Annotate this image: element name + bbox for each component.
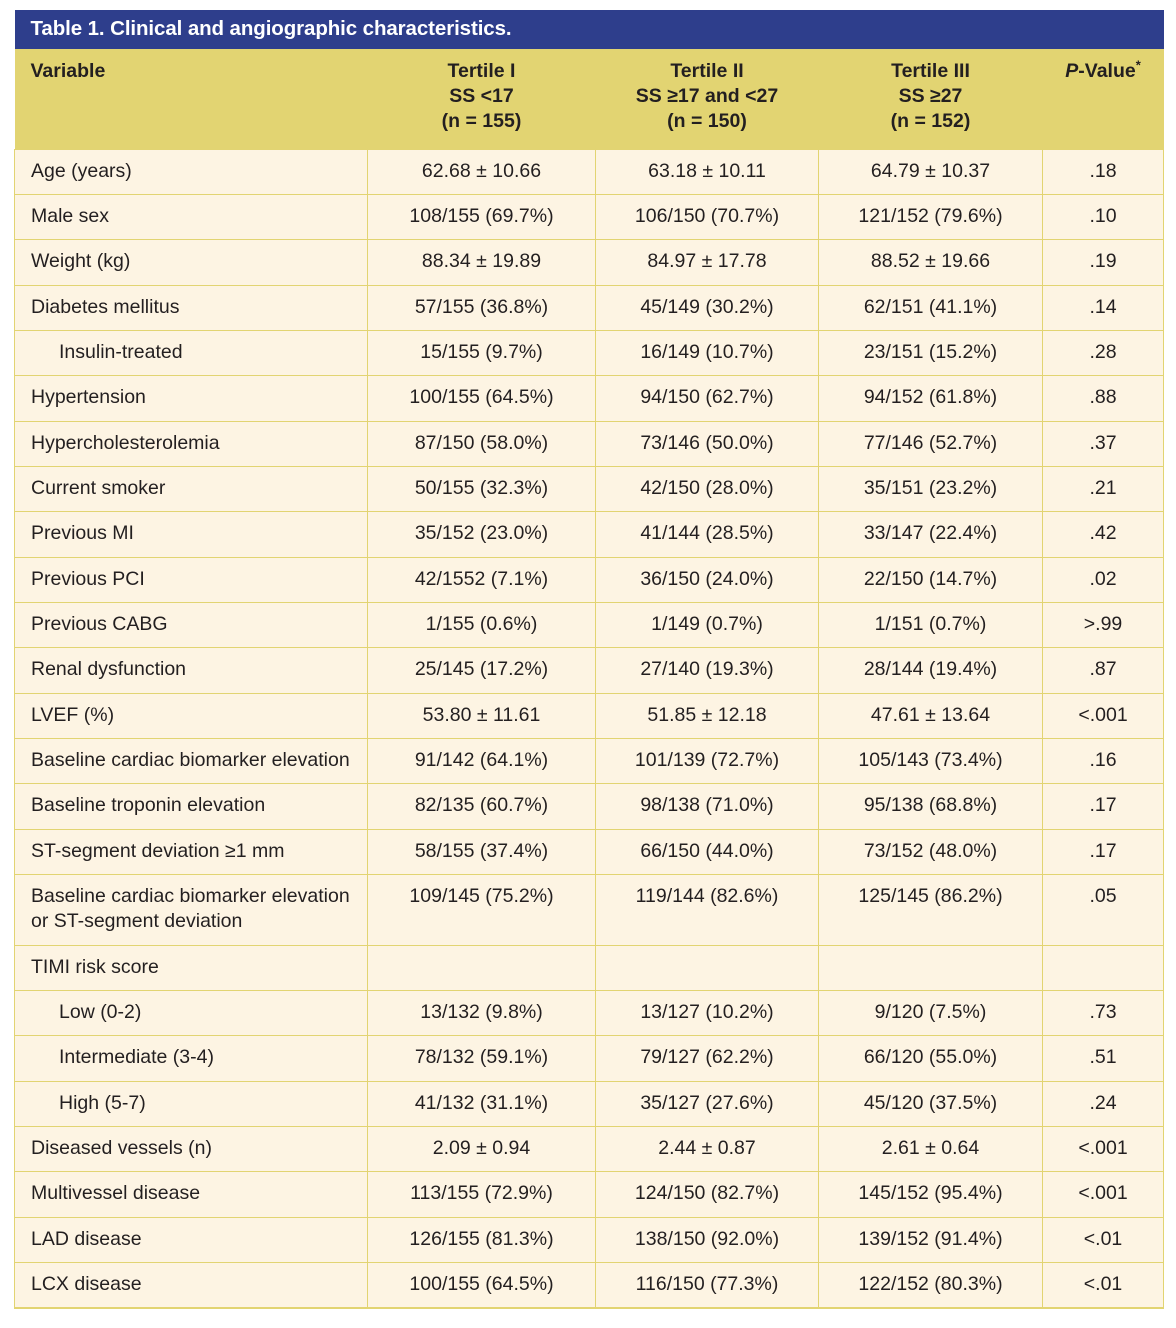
cell-p-value: .28 xyxy=(1043,330,1164,375)
cell-tertile-1: 108/155 (69.7%) xyxy=(368,194,596,239)
cell-tertile-3: 94/152 (61.8%) xyxy=(819,376,1043,421)
cell-tertile-3: 22/150 (14.7%) xyxy=(819,557,1043,602)
table-row xyxy=(15,784,1164,829)
cell-tertile-1: 53.80 ± 11.61 xyxy=(368,693,596,738)
cell-variable: Renal dysfunction xyxy=(15,648,368,693)
cell-tertile-1: 100/155 (64.5%) xyxy=(368,1263,596,1309)
cell-tertile-2: 13/127 (10.2%) xyxy=(596,991,819,1036)
cell-tertile-2 xyxy=(596,945,819,990)
cell-tertile-3: 47.61 ± 13.64 xyxy=(819,693,1043,738)
table-row xyxy=(15,739,1164,784)
cell-tertile-2: 106/150 (70.7%) xyxy=(596,194,819,239)
cell-p-value: .17 xyxy=(1043,784,1164,829)
cell-variable: Low (0-2) xyxy=(15,991,368,1036)
cell-tertile-3: 105/143 (73.4%) xyxy=(819,739,1043,784)
cell-p-value: .42 xyxy=(1043,512,1164,557)
table-row xyxy=(15,466,1164,511)
cell-variable: LCX disease xyxy=(15,1263,368,1309)
cell-tertile-1: 58/155 (37.4%) xyxy=(368,829,596,874)
cell-tertile-1: 57/155 (36.8%) xyxy=(368,285,596,330)
cell-tertile-1: 1/155 (0.6%) xyxy=(368,602,596,647)
cell-tertile-1: 126/155 (81.3%) xyxy=(368,1217,596,1262)
tertile-3-criteria: SS ≥27 xyxy=(898,84,963,107)
cell-variable: TIMI risk score xyxy=(15,945,368,990)
table-row xyxy=(15,648,1164,693)
cell-tertile-3: 121/152 (79.6%) xyxy=(819,194,1043,239)
cell-tertile-1: 42/1552 (7.1%) xyxy=(368,557,596,602)
cell-tertile-3 xyxy=(819,945,1043,990)
cell-tertile-1: 100/155 (64.5%) xyxy=(368,376,596,421)
table-row xyxy=(15,1127,1164,1172)
cell-tertile-1: 15/155 (9.7%) xyxy=(368,330,596,375)
cell-tertile-2: 116/150 (77.3%) xyxy=(596,1263,819,1309)
cell-tertile-3: 45/120 (37.5%) xyxy=(819,1081,1043,1126)
cell-variable: Insulin-treated xyxy=(15,330,368,375)
p-value-label xyxy=(1065,57,1141,82)
cell-variable: Diseased vessels (n) xyxy=(15,1127,368,1172)
cell-p-value: .51 xyxy=(1043,1036,1164,1081)
table-row xyxy=(15,149,1164,194)
table-row xyxy=(15,875,1164,946)
cell-tertile-2: 138/150 (92.0%) xyxy=(596,1217,819,1262)
cell-tertile-1: 78/132 (59.1%) xyxy=(368,1036,596,1081)
cell-tertile-1: 113/155 (72.9%) xyxy=(368,1172,596,1217)
cell-tertile-2: 36/150 (24.0%) xyxy=(596,557,819,602)
cell-tertile-3: 95/138 (68.8%) xyxy=(819,784,1043,829)
table-header-row xyxy=(15,49,1164,150)
cell-tertile-2: 42/150 (28.0%) xyxy=(596,466,819,511)
cell-p-value: <.01 xyxy=(1043,1217,1164,1262)
cell-tertile-3: 9/120 (7.5%) xyxy=(819,991,1043,1036)
p-value-italic-p: P xyxy=(1065,59,1079,82)
cell-tertile-3: 122/152 (80.3%) xyxy=(819,1263,1043,1309)
cell-tertile-3: 125/145 (86.2%) xyxy=(819,875,1043,946)
cell-tertile-1: 13/132 (9.8%) xyxy=(368,991,596,1036)
cell-variable: Hypercholesterolemia xyxy=(15,421,368,466)
tertile-2-criteria: SS ≥17 and <27 xyxy=(635,84,779,107)
column-header-variable: Variable xyxy=(15,49,368,150)
cell-tertile-1 xyxy=(368,945,596,990)
cell-p-value: <.001 xyxy=(1043,693,1164,738)
cell-tertile-3: 139/152 (91.4%) xyxy=(819,1217,1043,1262)
tertile-3-count: (n = 152) xyxy=(890,110,971,133)
cell-variable: Previous MI xyxy=(15,512,368,557)
table-row xyxy=(15,240,1164,285)
cell-variable: Multivessel disease xyxy=(15,1172,368,1217)
cell-tertile-3: 73/152 (48.0%) xyxy=(819,829,1043,874)
cell-tertile-3: 33/147 (22.4%) xyxy=(819,512,1043,557)
cell-tertile-2: 45/149 (30.2%) xyxy=(596,285,819,330)
cell-tertile-3: 28/144 (19.4%) xyxy=(819,648,1043,693)
cell-p-value: >.99 xyxy=(1043,602,1164,647)
tertile-2-title: Tertile II xyxy=(670,59,744,82)
cell-p-value: .21 xyxy=(1043,466,1164,511)
table-row xyxy=(15,1263,1164,1309)
column-header-tertile-2 xyxy=(596,49,819,150)
table-row xyxy=(15,330,1164,375)
cell-tertile-2: 124/150 (82.7%) xyxy=(596,1172,819,1217)
cell-tertile-2: 1/149 (0.7%) xyxy=(596,602,819,647)
cell-variable: Current smoker xyxy=(15,466,368,511)
table-row xyxy=(15,1036,1164,1081)
cell-variable: Previous PCI xyxy=(15,557,368,602)
cell-tertile-2: 94/150 (62.7%) xyxy=(596,376,819,421)
cell-tertile-1: 41/132 (31.1%) xyxy=(368,1081,596,1126)
cell-variable: Baseline troponin elevation xyxy=(15,784,368,829)
cell-tertile-1: 87/150 (58.0%) xyxy=(368,421,596,466)
cell-variable: Age (years) xyxy=(15,149,368,194)
cell-p-value xyxy=(1043,945,1164,990)
cell-tertile-1: 25/145 (17.2%) xyxy=(368,648,596,693)
table-row xyxy=(15,512,1164,557)
cell-p-value: <.001 xyxy=(1043,1127,1164,1172)
cell-variable: LVEF (%) xyxy=(15,693,368,738)
cell-p-value: .17 xyxy=(1043,829,1164,874)
cell-tertile-2: 101/139 (72.7%) xyxy=(596,739,819,784)
cell-tertile-3: 23/151 (15.2%) xyxy=(819,330,1043,375)
p-value-footnote-marker: * xyxy=(1135,57,1141,73)
cell-tertile-3: 66/120 (55.0%) xyxy=(819,1036,1043,1081)
cell-tertile-2: 119/144 (82.6%) xyxy=(596,875,819,946)
cell-variable: Intermediate (3-4) xyxy=(15,1036,368,1081)
column-header-tertile-3 xyxy=(819,49,1043,150)
cell-variable: ST-segment deviation ≥1 mm xyxy=(15,829,368,874)
p-value-rest: -Value xyxy=(1078,59,1136,82)
cell-variable: High (5-7) xyxy=(15,1081,368,1126)
cell-variable: Previous CABG xyxy=(15,602,368,647)
cell-tertile-2: 2.44 ± 0.87 xyxy=(596,1127,819,1172)
cell-variable: Hypertension xyxy=(15,376,368,421)
table-row xyxy=(15,194,1164,239)
cell-variable: LAD disease xyxy=(15,1217,368,1262)
tertile-3-title: Tertile III xyxy=(891,59,970,82)
cell-variable: Baseline cardiac biomarker elevation xyxy=(15,739,368,784)
cell-tertile-3: 145/152 (95.4%) xyxy=(819,1172,1043,1217)
cell-p-value: .10 xyxy=(1043,194,1164,239)
cell-tertile-1: 88.34 ± 19.89 xyxy=(368,240,596,285)
cell-tertile-1: 91/142 (64.1%) xyxy=(368,739,596,784)
table-title: Table 1. Clinical and angiographic characteristics. xyxy=(15,10,1164,49)
cell-tertile-3: 1/151 (0.7%) xyxy=(819,602,1043,647)
column-header-tertile-1 xyxy=(368,49,596,150)
cell-tertile-3: 77/146 (52.7%) xyxy=(819,421,1043,466)
cell-p-value: .14 xyxy=(1043,285,1164,330)
cell-p-value: .18 xyxy=(1043,149,1164,194)
cell-p-value: .24 xyxy=(1043,1081,1164,1126)
cell-p-value: .37 xyxy=(1043,421,1164,466)
cell-tertile-1: 35/152 (23.0%) xyxy=(368,512,596,557)
cell-p-value: .19 xyxy=(1043,240,1164,285)
cell-p-value: .73 xyxy=(1043,991,1164,1036)
table-row xyxy=(15,602,1164,647)
cell-tertile-2: 79/127 (62.2%) xyxy=(596,1036,819,1081)
cell-tertile-2: 98/138 (71.0%) xyxy=(596,784,819,829)
table-row xyxy=(15,285,1164,330)
cell-p-value: <.001 xyxy=(1043,1172,1164,1217)
cell-tertile-2: 66/150 (44.0%) xyxy=(596,829,819,874)
cell-tertile-3: 62/151 (41.1%) xyxy=(819,285,1043,330)
table-title-row xyxy=(15,10,1164,49)
table-row xyxy=(15,376,1164,421)
cell-tertile-3: 64.79 ± 10.37 xyxy=(819,149,1043,194)
cell-p-value: .05 xyxy=(1043,875,1164,946)
table-row xyxy=(15,1217,1164,1262)
cell-tertile-1: 50/155 (32.3%) xyxy=(368,466,596,511)
table-row xyxy=(15,693,1164,738)
cell-tertile-1: 2.09 ± 0.94 xyxy=(368,1127,596,1172)
tertile-1-title: Tertile I xyxy=(447,59,516,82)
cell-tertile-3: 35/151 (23.2%) xyxy=(819,466,1043,511)
table-head xyxy=(15,10,1164,149)
cell-tertile-2: 73/146 (50.0%) xyxy=(596,421,819,466)
cell-tertile-3: 88.52 ± 19.66 xyxy=(819,240,1043,285)
table-row xyxy=(15,945,1164,990)
table-row xyxy=(15,829,1164,874)
cell-tertile-2: 35/127 (27.6%) xyxy=(596,1081,819,1126)
cell-p-value: .87 xyxy=(1043,648,1164,693)
clinical-characteristics-table xyxy=(14,10,1164,1309)
cell-tertile-1: 82/135 (60.7%) xyxy=(368,784,596,829)
column-header-p-value xyxy=(1043,49,1164,150)
cell-variable: Diabetes mellitus xyxy=(15,285,368,330)
cell-p-value: <.01 xyxy=(1043,1263,1164,1309)
table-row xyxy=(15,421,1164,466)
cell-tertile-2: 16/149 (10.7%) xyxy=(596,330,819,375)
cell-tertile-3: 2.61 ± 0.64 xyxy=(819,1127,1043,1172)
table-row xyxy=(15,1172,1164,1217)
tertile-1-count: (n = 155) xyxy=(441,110,522,133)
cell-variable: Weight (kg) xyxy=(15,240,368,285)
cell-tertile-2: 51.85 ± 12.18 xyxy=(596,693,819,738)
cell-p-value: .16 xyxy=(1043,739,1164,784)
cell-p-value: .02 xyxy=(1043,557,1164,602)
cell-tertile-1: 109/145 (75.2%) xyxy=(368,875,596,946)
cell-tertile-2: 27/140 (19.3%) xyxy=(596,648,819,693)
table-body xyxy=(15,149,1164,1308)
table-row xyxy=(15,557,1164,602)
tertile-1-criteria: SS <17 xyxy=(449,84,514,107)
tertile-2-count: (n = 150) xyxy=(667,110,747,133)
table-row xyxy=(15,991,1164,1036)
cell-tertile-2: 84.97 ± 17.78 xyxy=(596,240,819,285)
cell-tertile-1: 62.68 ± 10.66 xyxy=(368,149,596,194)
cell-p-value: .88 xyxy=(1043,376,1164,421)
table-row xyxy=(15,1081,1164,1126)
cell-variable: Male sex xyxy=(15,194,368,239)
cell-tertile-2: 63.18 ± 10.11 xyxy=(596,149,819,194)
cell-variable: Baseline cardiac biomarker elevation or ST-segment deviation xyxy=(15,875,368,946)
cell-tertile-2: 41/144 (28.5%) xyxy=(596,512,819,557)
